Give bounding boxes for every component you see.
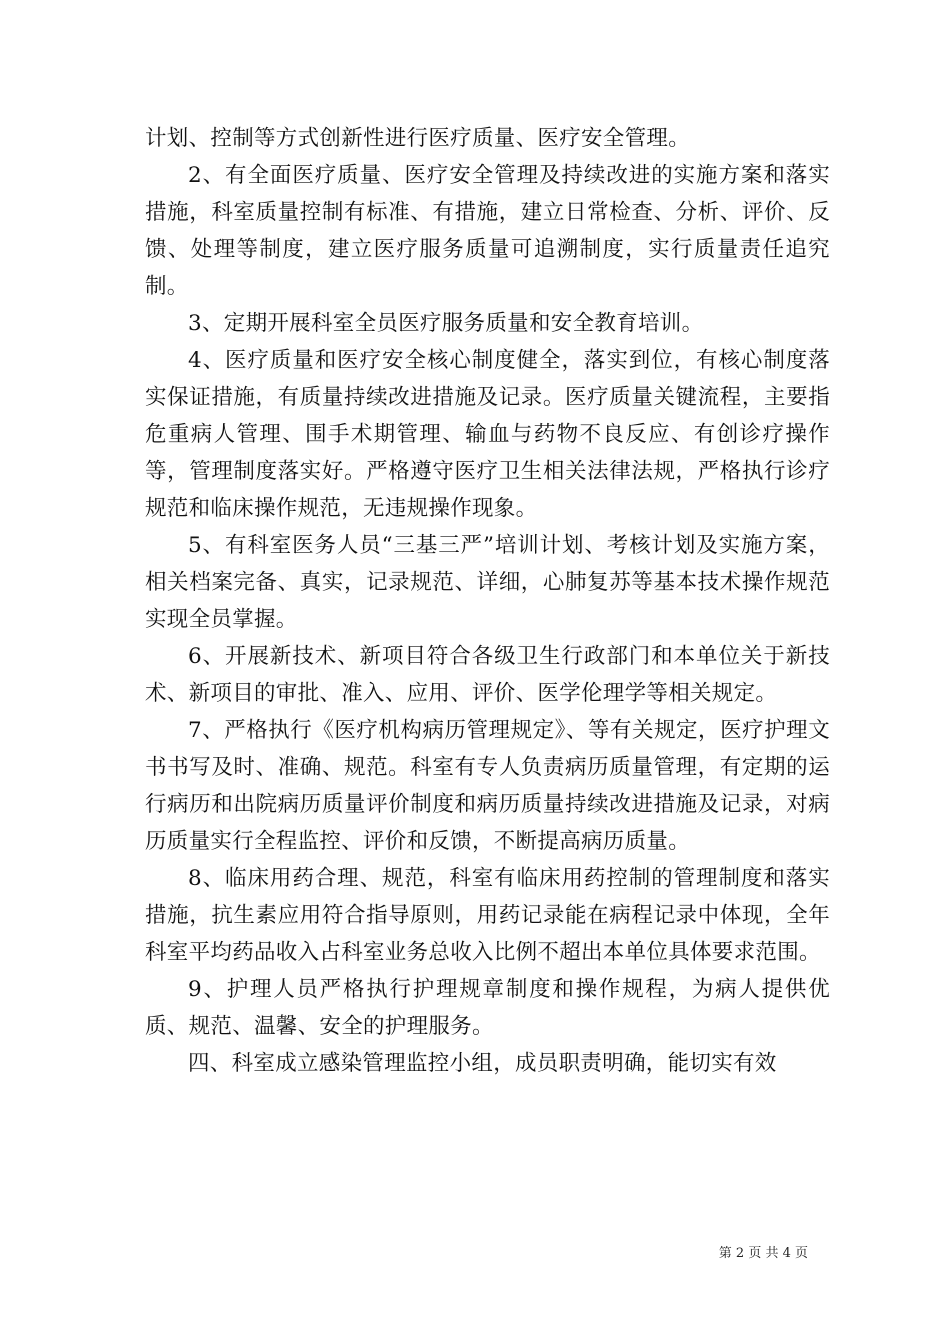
paragraph-item-8: 8、临床用药合理、规范，科室有临床用药控制的管理制度和落实措施，抗生素应用符合指导原则，用药记录能在病程记录中体现，全年科室平均药品收入占科室业务总收入比例不超出本单位具体要求范围。	[145, 866, 830, 965]
paragraph-item-6: 6、开展新技术、新项目符合各级卫生行政部门和本单位关于新技术、新项目的审批、准入、应用、评价、医学伦理学等相关规定。	[145, 644, 830, 706]
document-body	[145, 120, 830, 1082]
paragraph-item-5: 5、有科室医务人员“三基三严”培训计划、考核计划及实施方案，相关档案完备、真实，记录规范、详细，心肺复苏等基本技术操作规范实现全员掌握。	[145, 533, 830, 632]
paragraph-item-7: 7、严格执行《医疗机构病历管理规定》、等有关规定，医疗护理文书书写及时、准确、规范。科室有专人负责病历质量管理，有定期的运行病历和出院病历质量评价制度和病历质量持续改进措施及记录，对病历质量实行全程监控、评价和反馈，不断提高病历质量。	[145, 718, 830, 854]
paragraph-section-4: 四、科室成立感染管理监控小组，成员职责明确，能切实有效	[188, 1051, 777, 1076]
page-number: 第 2 页 共 4 页	[718, 1246, 808, 1261]
paragraph-item-2: 2、有全面医疗质量、医疗安全管理及持续改进的实施方案和落实措施，科室质量控制有标准、有措施，建立日常检查、分析、评价、反馈、处理等制度，建立医疗服务质量可追溯制度，实行质量责任追究制。	[145, 163, 830, 299]
paragraph-item-9: 9、护理人员严格执行护理规章制度和操作规程，为病人提供优质、规范、温馨、安全的护理服务。	[145, 977, 830, 1039]
paragraph-continuation: 计划、控制等方式创新性进行医疗质量、医疗安全管理。	[145, 126, 691, 151]
paragraph-item-4: 4、医疗质量和医疗安全核心制度健全，落实到位，有核心制度落实保证措施，有质量持续改进措施及记录。医疗质量关键流程，主要指危重病人管理、围手术期管理、输血与药物不良反应、有创诊疗操作等，管理制度落实好。严格遵守医疗卫生相关法律法规，严格执行诊疗规范和临床操作规范，无违规操作现象。	[145, 348, 830, 521]
paragraph-item-3: 3、定期开展科室全员医疗服务质量和安全教育培训。	[188, 311, 704, 336]
